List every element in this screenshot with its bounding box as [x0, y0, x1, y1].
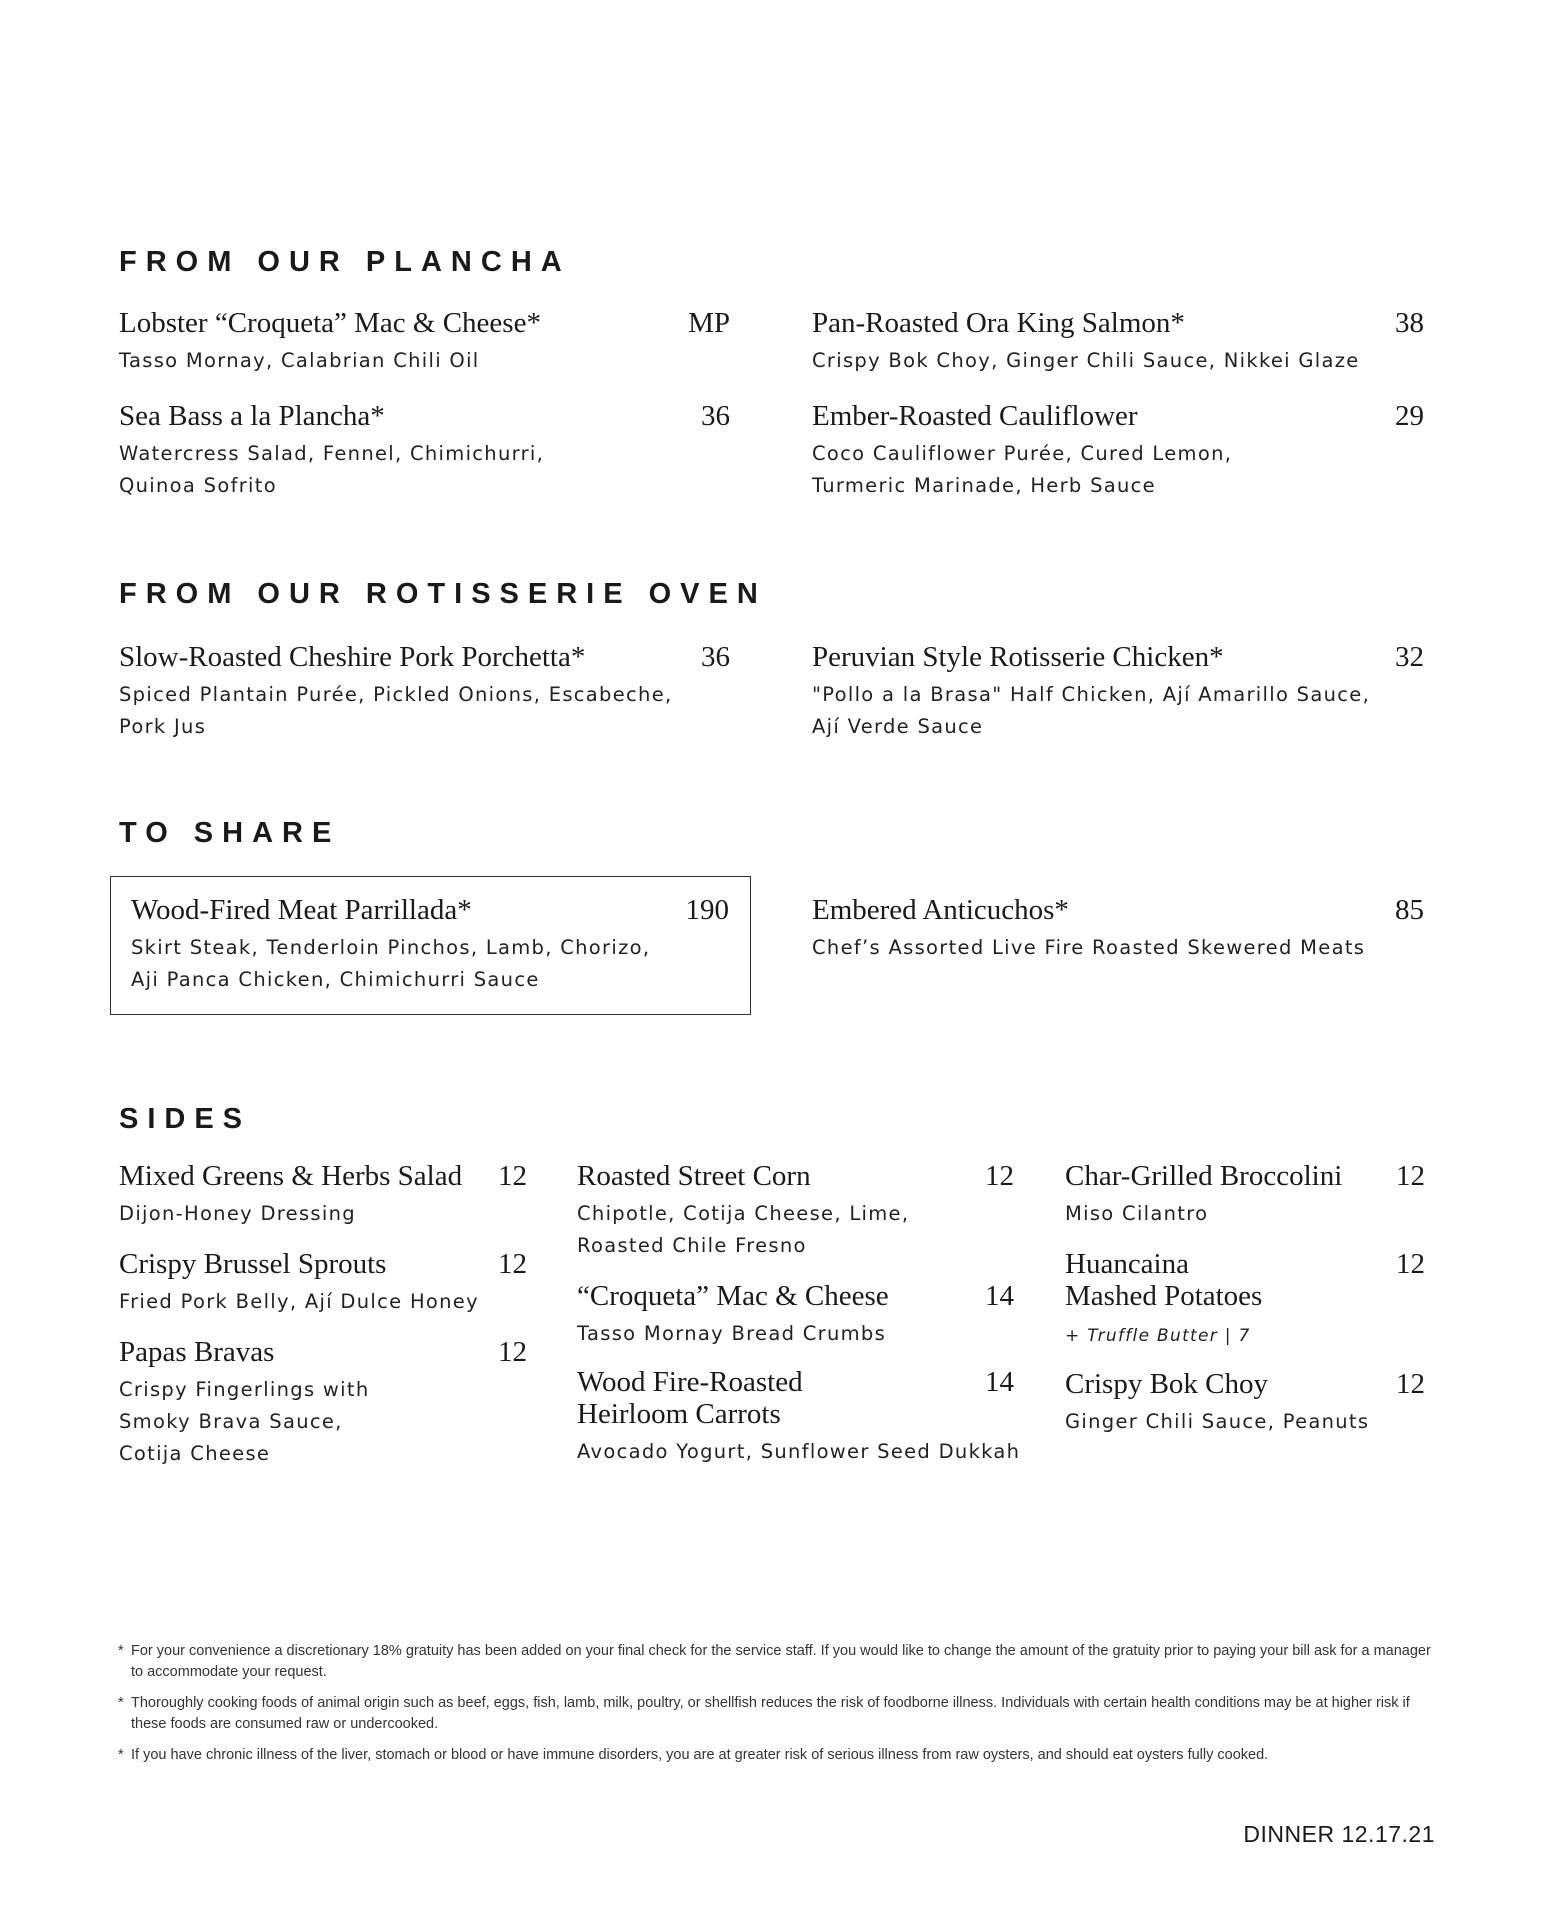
item-price: 36: [701, 641, 730, 673]
section-title-plancha: FROM OUR PLANCHA: [119, 246, 571, 278]
item-name: Roasted Street Corn: [577, 1160, 811, 1192]
item-name: Crispy Brussel Sprouts: [119, 1248, 387, 1280]
item-description: Tasso Mornay, Calabrian Chili Oil: [119, 349, 480, 372]
menu-date-stamp: DINNER 12.17.21: [1243, 1821, 1435, 1847]
menu-item: [577, 1366, 1021, 1468]
menu-item: [577, 1160, 1014, 1262]
menu-item: [812, 641, 1424, 743]
item-price: 12: [1396, 1248, 1425, 1280]
menu-item: [119, 641, 730, 743]
menu-item: [119, 400, 730, 502]
menu-item: [812, 894, 1424, 964]
item-name: Peruvian Style Rotisserie Chicken*: [812, 641, 1224, 673]
item-name: Slow-Roasted Cheshire Pork Porchetta*: [119, 641, 586, 673]
item-name: “Croqueta” Mac & Cheese: [577, 1280, 889, 1312]
item-price: 12: [1396, 1160, 1425, 1192]
section-title-share: TO SHARE: [119, 817, 341, 849]
item-name: Wood Fire-Roasted Heirloom Carrots: [577, 1366, 803, 1430]
menu-item: [131, 894, 729, 996]
item-description: Chipotle, Cotija Cheese, Lime, Roasted Chile Fresno: [577, 1202, 910, 1257]
item-price: 32: [1395, 641, 1424, 673]
menu-item: [119, 1336, 527, 1470]
footnote: * If you have chronic illness of the liver, stomach or blood or have immune disorders, you are at greater risk of serious illness from raw oysters, and should eat oysters fully cooked.: [118, 1747, 1269, 1763]
item-name: Wood-Fired Meat Parrillada*: [131, 894, 472, 926]
item-description: Ginger Chili Sauce, Peanuts: [1065, 1410, 1370, 1433]
menu-item: [1065, 1248, 1425, 1352]
item-name: Embered Anticuchos*: [812, 894, 1069, 926]
menu-item: [119, 1160, 527, 1230]
menu-item: [812, 307, 1424, 377]
item-price: 14: [985, 1366, 1014, 1398]
item-name: Crispy Bok Choy: [1065, 1368, 1269, 1400]
menu-item: [119, 1248, 527, 1318]
section-title-sides: SIDES: [119, 1103, 252, 1135]
item-price: 190: [685, 894, 729, 926]
menu-item: [119, 307, 730, 377]
menu-item: [1065, 1160, 1425, 1230]
item-description: Dijon-Honey Dressing: [119, 1202, 356, 1225]
item-description: Avocado Yogurt, Sunflower Seed Dukkah: [577, 1440, 1021, 1463]
item-description: Miso Cilantro: [1065, 1202, 1209, 1225]
item-description: Fried Pork Belly, Ají Dulce Honey: [119, 1290, 479, 1313]
item-description: Crispy Fingerlings with Smoky Brava Sauce, Cotija Cheese: [119, 1378, 370, 1465]
item-description: Crispy Bok Choy, Ginger Chili Sauce, Nikkei Glaze: [812, 349, 1360, 372]
item-price: MP: [688, 307, 730, 339]
item-description: Skirt Steak, Tenderloin Pinchos, Lamb, Chorizo, Aji Panca Chicken, Chimichurri Sauce: [131, 936, 651, 991]
item-name: Sea Bass a la Plancha*: [119, 400, 385, 432]
item-price: 12: [498, 1336, 527, 1368]
item-price: 12: [498, 1160, 527, 1192]
item-name: Ember-Roasted Cauliflower: [812, 400, 1138, 432]
section-title-rotisserie: FROM OUR ROTISSERIE OVEN: [119, 578, 767, 610]
item-price: 38: [1395, 307, 1424, 339]
item-price: 12: [1396, 1368, 1425, 1400]
item-price: 85: [1395, 894, 1424, 926]
item-description: Watercress Salad, Fennel, Chimichurri, Quinoa Sofrito: [119, 442, 545, 497]
menu-item: [1065, 1368, 1425, 1438]
item-description: Tasso Mornay Bread Crumbs: [577, 1322, 887, 1345]
item-description: Spiced Plantain Purée, Pickled Onions, Escabeche, Pork Jus: [119, 683, 673, 738]
item-description: Chef’s Assorted Live Fire Roasted Skewered Meats: [812, 936, 1366, 959]
item-addon: + Truffle Butter | 7: [1065, 1326, 1251, 1346]
item-name: Pan-Roasted Ora King Salmon*: [812, 307, 1185, 339]
item-name: Mixed Greens & Herbs Salad: [119, 1160, 463, 1192]
item-price: 29: [1395, 400, 1424, 432]
menu-item: [577, 1280, 1014, 1350]
footnote: * For your convenience a discretionary 18% gratuity has been added on your final check for the service staff. If you would like to change the amount of the gratuity prior to paying your bill ask for a manager to accommodate your request.: [118, 1643, 1431, 1680]
footnote: * Thoroughly cooking foods of animal origin such as beef, eggs, fish, lamb, milk, poultry, or shellfish reduces the risk of foodborne illness. Individuals with certain health conditions may be at higher risk if these foods are consumed raw or undercooked.: [118, 1695, 1410, 1732]
item-name: Huancaina Mashed Potatoes: [1065, 1248, 1263, 1312]
item-name: Char-Grilled Broccolini: [1065, 1160, 1343, 1192]
item-price: 36: [701, 400, 730, 432]
item-price: 12: [498, 1248, 527, 1280]
menu-item: [812, 400, 1424, 502]
item-description: "Pollo a la Brasa" Half Chicken, Ají Amarillo Sauce, Ají Verde Sauce: [812, 683, 1371, 738]
item-name: Lobster “Croqueta” Mac & Cheese*: [119, 307, 541, 339]
item-price: 12: [985, 1160, 1014, 1192]
item-name: Papas Bravas: [119, 1336, 275, 1368]
item-description: Coco Cauliflower Purée, Cured Lemon, Turmeric Marinade, Herb Sauce: [812, 442, 1233, 497]
item-price: 14: [985, 1280, 1014, 1312]
